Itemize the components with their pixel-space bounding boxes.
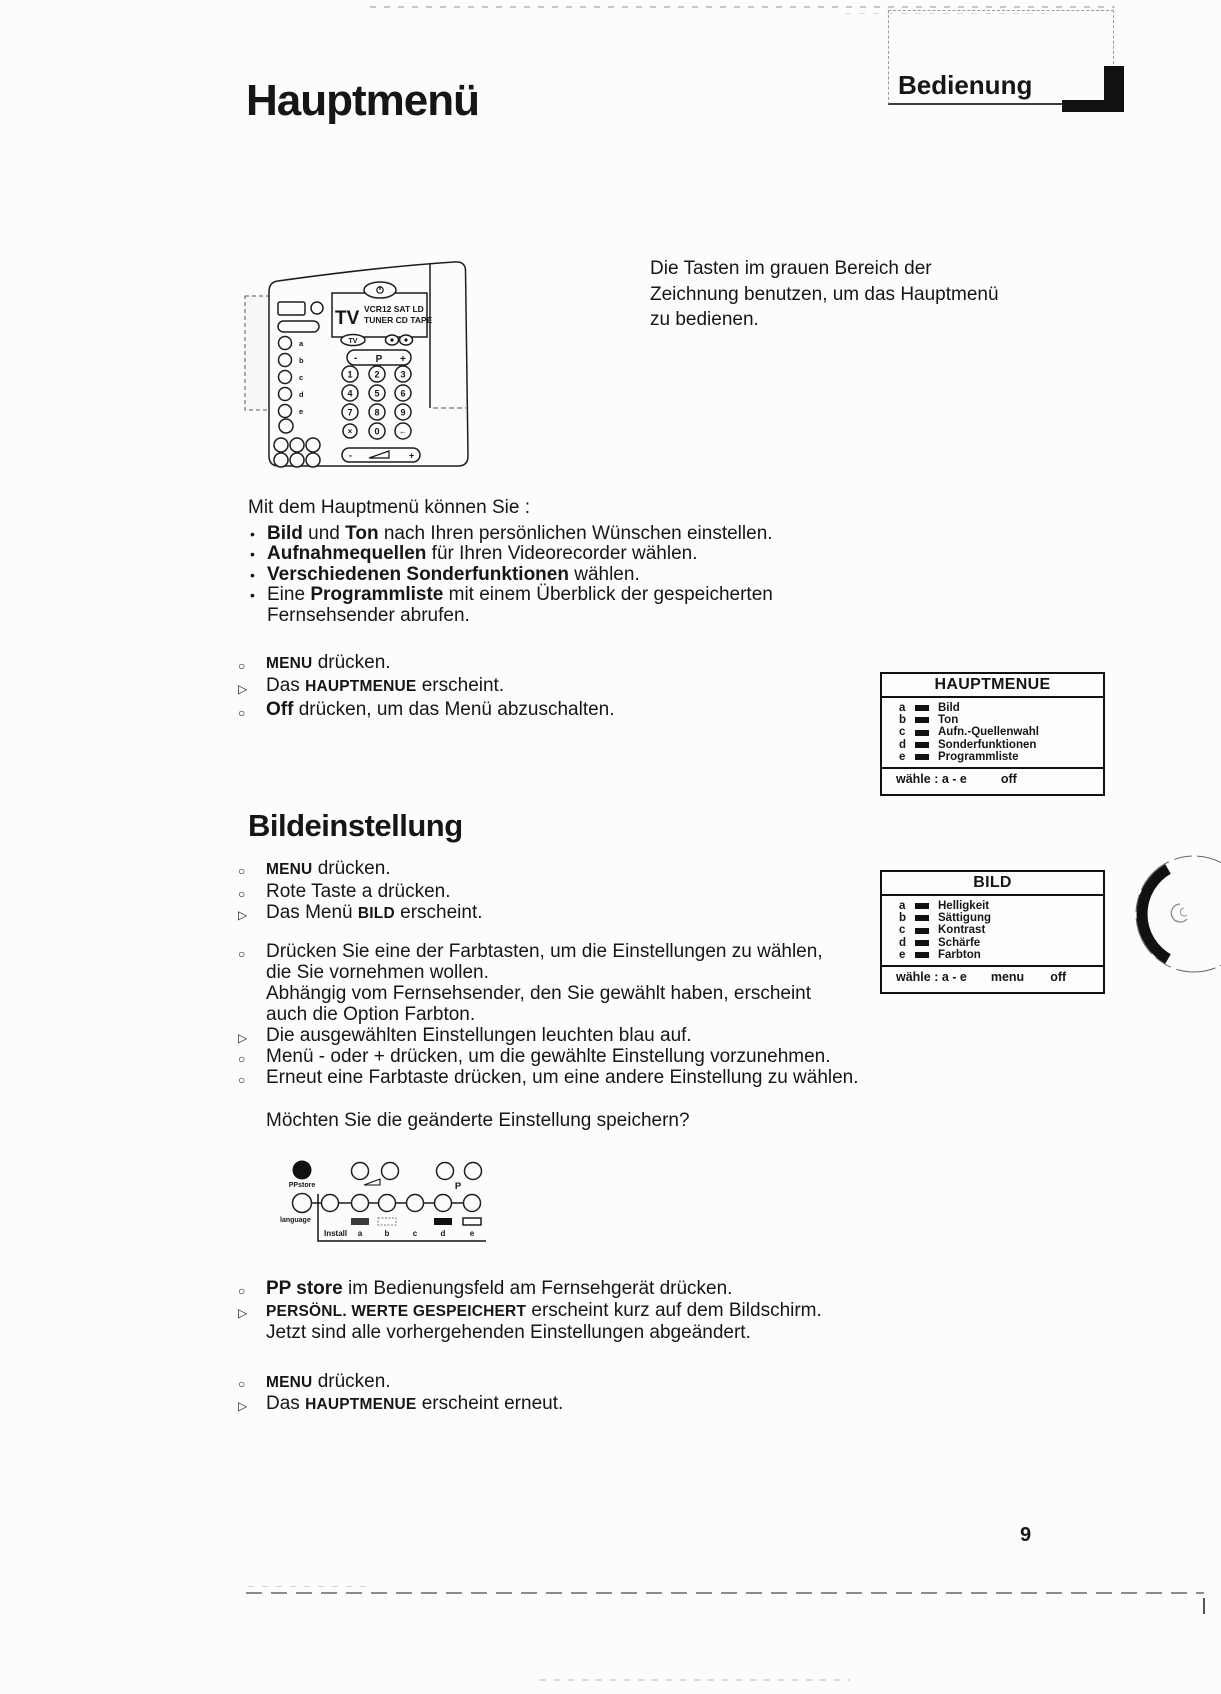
item-key: c bbox=[899, 726, 906, 739]
text-segment: Aufnahmequellen bbox=[267, 543, 427, 564]
item-key: a bbox=[899, 702, 906, 714]
volume-icon bbox=[364, 1179, 380, 1185]
osd-menu-hauptmenue bbox=[880, 672, 1105, 796]
osd-menu-title: HAUPTMENUE bbox=[882, 674, 1103, 698]
mode-line1: VCR12 SAT LD bbox=[364, 304, 424, 314]
text-segment: Erneut eine Farbtaste drücken, um eine andere Einstellung zu wählen. bbox=[266, 1067, 859, 1088]
step bbox=[237, 652, 877, 675]
swatch-b bbox=[378, 1218, 396, 1225]
text-segment: im Bedienungsfeld am Fernsehgerät drücken. bbox=[342, 1278, 733, 1299]
step bbox=[237, 699, 877, 721]
press-marker-icon: ○ bbox=[238, 864, 246, 878]
osd-menu-item bbox=[899, 937, 1103, 949]
footer-off: off bbox=[1000, 772, 1017, 787]
osd-menu-bild bbox=[880, 870, 1105, 994]
footer-select-range: wähle : a - e bbox=[896, 970, 967, 985]
text-segment: nach Ihren persönlichen Wünschen einstellen. bbox=[378, 522, 773, 544]
item-label: Schärfe bbox=[938, 936, 981, 949]
save-question: Möchten Sie die geänderte Einstellung speichern? bbox=[266, 1110, 690, 1131]
step bbox=[237, 941, 897, 962]
scan-artifact-right-tick bbox=[1203, 1598, 1205, 1614]
osd-menu-item bbox=[899, 751, 1103, 763]
keycap-text: MENU bbox=[266, 1373, 313, 1391]
item-key: c bbox=[899, 924, 906, 937]
result-marker-icon: ▷ bbox=[238, 1031, 248, 1045]
list-item bbox=[248, 544, 888, 565]
step bbox=[237, 1278, 897, 1300]
step-continuation bbox=[237, 1322, 897, 1344]
program-label: P bbox=[454, 1181, 462, 1192]
item-key: b bbox=[899, 912, 907, 925]
round-button bbox=[311, 302, 323, 314]
tv-big-label: TV bbox=[335, 308, 360, 329]
press-marker-icon: ○ bbox=[238, 886, 246, 901]
chapter-tab-box bbox=[888, 10, 1114, 105]
dial-figure bbox=[1128, 852, 1221, 980]
text-segment: Eine bbox=[267, 584, 311, 605]
press-marker-icon: ○ bbox=[238, 1376, 246, 1391]
osd-menu-item bbox=[899, 739, 1103, 751]
osd-menu-title: BILD bbox=[882, 872, 1103, 896]
item-label: Helligkeit bbox=[938, 900, 990, 912]
pp-store-button bbox=[293, 1161, 312, 1180]
round-button bbox=[465, 1163, 482, 1180]
round-button bbox=[352, 1163, 369, 1180]
color-key-letter: c bbox=[299, 373, 304, 382]
p-label: P bbox=[375, 354, 383, 365]
color-swatch-icon bbox=[915, 940, 929, 946]
text-segment: für Ihren Videorecorder wählen. bbox=[426, 543, 698, 564]
mode-line2: TUNER CD TAPE bbox=[364, 315, 433, 325]
step bbox=[237, 1067, 897, 1088]
text-segment: Off bbox=[266, 698, 294, 720]
display-window bbox=[278, 302, 305, 315]
footer-menu: menu bbox=[990, 970, 1025, 985]
text-segment: Verschiedenen Sonderfunktionen bbox=[267, 563, 569, 585]
item-label: Bild bbox=[938, 702, 960, 714]
digit-5: 5 bbox=[374, 388, 380, 399]
text-segment: erscheint. bbox=[416, 675, 505, 697]
step bbox=[237, 1300, 897, 1323]
osd-menu-item bbox=[899, 702, 1103, 714]
p-plus: + bbox=[400, 354, 406, 365]
color-swatch-icon bbox=[915, 915, 929, 921]
osd-menu-item bbox=[899, 949, 1103, 961]
item-label: Sättigung bbox=[938, 912, 992, 925]
item-label: Sonderfunktionen bbox=[938, 738, 1037, 751]
pill-button bbox=[278, 321, 319, 332]
p-minus: - bbox=[354, 353, 358, 364]
color-button-e bbox=[464, 1195, 481, 1212]
color-swatch-icon bbox=[915, 717, 929, 723]
keycap-text: HAUPTMENUE bbox=[305, 1396, 417, 1413]
scan-artifact-bottom-specks bbox=[248, 1586, 368, 1587]
item-label: Ton bbox=[938, 714, 959, 727]
text-line: Zeichnung benutzen, um das Hauptmenü bbox=[650, 283, 999, 305]
swatch-a bbox=[351, 1218, 369, 1225]
letter-e: e bbox=[469, 1229, 475, 1238]
scan-artifact-bottom-rule bbox=[246, 1592, 1204, 1594]
text-line: zu bedienen. bbox=[650, 309, 759, 330]
color-key-letter: a bbox=[299, 339, 304, 348]
list-item bbox=[248, 565, 888, 586]
digit-0: 0 bbox=[374, 426, 380, 437]
step bbox=[237, 1371, 897, 1394]
dial-spiral bbox=[1171, 904, 1187, 922]
press-marker-icon: ○ bbox=[238, 947, 246, 961]
bullet-icon: • bbox=[250, 546, 255, 562]
aux-back-icon: ← bbox=[399, 427, 407, 436]
letter-b: b bbox=[384, 1229, 390, 1238]
text-segment: Menü - oder + drücken, um die gewählte Einstellung vorzunehmen. bbox=[266, 1046, 831, 1067]
osd-menu-item bbox=[899, 714, 1103, 726]
text-segment: wählen. bbox=[568, 563, 640, 585]
remote-program-rocker bbox=[347, 350, 411, 365]
item-key: b bbox=[899, 714, 907, 727]
digit-2: 2 bbox=[374, 369, 380, 380]
chapter-tab-label: Bedienung bbox=[898, 70, 1033, 100]
step bbox=[237, 675, 877, 698]
page-title: Hauptmenü bbox=[246, 76, 479, 125]
result-marker-icon: ▷ bbox=[238, 682, 248, 697]
result-marker-icon: ▷ bbox=[238, 908, 248, 922]
letter-c: c bbox=[412, 1229, 418, 1238]
item-key: a bbox=[899, 900, 906, 912]
intro-note bbox=[650, 256, 1080, 333]
digit-4: 4 bbox=[347, 388, 353, 399]
text-segment: drücken. bbox=[312, 1370, 391, 1392]
digit-3: 3 bbox=[400, 369, 406, 380]
item-label: Farbton bbox=[938, 948, 981, 961]
steps-menu bbox=[237, 652, 877, 721]
step bbox=[237, 1046, 897, 1067]
osd-menu-item bbox=[899, 912, 1103, 924]
dial-spiral-inner bbox=[1180, 908, 1187, 916]
round-button bbox=[382, 1163, 399, 1180]
step-continuation bbox=[237, 1004, 897, 1025]
keycap-text: HAUPTMENUE bbox=[305, 678, 417, 696]
osd-message-text: PERSÖNL. WERTE GESPEICHERT bbox=[266, 1302, 527, 1320]
item-label: Aufn.-Quellenwahl bbox=[938, 726, 1039, 739]
digit-8: 8 bbox=[374, 407, 380, 418]
press-marker-icon: ○ bbox=[238, 659, 246, 673]
text-segment: Programmliste bbox=[310, 584, 444, 605]
section-title: Bildeinstellung bbox=[248, 808, 463, 843]
text-segment: Jetzt sind alle vorhergehenden Einstellungen abgeändert. bbox=[266, 1322, 751, 1343]
dial-outline bbox=[1136, 856, 1221, 972]
press-marker-icon: ○ bbox=[238, 1073, 246, 1087]
tab-corner-bracket-horizontal bbox=[1062, 100, 1124, 112]
aux-x-icon: × bbox=[347, 427, 353, 436]
press-marker-icon: ○ bbox=[238, 1284, 246, 1298]
benefits-list bbox=[248, 498, 888, 626]
color-swatch-icon bbox=[915, 742, 929, 748]
tv-select-label: TV bbox=[348, 338, 358, 345]
color-key-letter: e bbox=[299, 407, 304, 416]
text-segment: PP store bbox=[266, 1278, 343, 1299]
language-label: language bbox=[280, 1217, 311, 1224]
scan-artifact-top-dashes bbox=[370, 6, 1115, 8]
item-label: Programmliste bbox=[938, 750, 1019, 763]
text-segment: erscheint. bbox=[394, 902, 483, 923]
install-button bbox=[322, 1195, 339, 1212]
step bbox=[237, 881, 877, 903]
panel-figure bbox=[268, 1152, 496, 1250]
text-line: Die Tasten im grauen Bereich der bbox=[650, 258, 932, 279]
benefits-lead: Mit dem Hauptmenü können Sie : bbox=[248, 497, 530, 518]
osd-menu-item bbox=[899, 726, 1103, 738]
osd-menu-item bbox=[899, 900, 1103, 912]
dial-thick-arc bbox=[1142, 869, 1168, 959]
list-item-continuation bbox=[248, 606, 888, 627]
step bbox=[237, 1025, 897, 1046]
color-button-c bbox=[407, 1195, 424, 1212]
install-label: Install bbox=[324, 1229, 348, 1238]
round-button bbox=[437, 1163, 454, 1180]
text-segment: Das Menü bbox=[266, 902, 358, 923]
text-segment: Rote Taste a drücken. bbox=[266, 880, 451, 902]
item-key: e bbox=[899, 948, 906, 961]
color-swatch-icon bbox=[915, 730, 929, 736]
result-marker-icon: ▷ bbox=[238, 1399, 248, 1413]
remote-control-figure bbox=[233, 250, 481, 480]
color-key-letter: d bbox=[299, 390, 304, 399]
text-segment: Fernsehsender abrufen. bbox=[267, 604, 470, 626]
remote-volume-rocker bbox=[342, 448, 420, 462]
text-segment: Bild bbox=[267, 522, 303, 544]
result-marker-icon: ▷ bbox=[238, 1305, 248, 1320]
text-segment: Drücken Sie eine der Farbtasten, um die Einstellungen zu wählen, bbox=[266, 941, 823, 962]
steps-bild-open bbox=[237, 858, 877, 925]
keycap-text: BILD bbox=[357, 905, 395, 922]
text-segment: auch die Option Farbton. bbox=[266, 1004, 476, 1025]
step-continuation bbox=[237, 962, 897, 983]
bullet-icon: • bbox=[250, 566, 255, 583]
color-button-d bbox=[435, 1195, 452, 1212]
list-item bbox=[248, 524, 888, 545]
step-continuation bbox=[237, 983, 897, 1004]
text-segment: drücken. bbox=[312, 858, 391, 879]
footer-select-range: wähle : a - e bbox=[896, 772, 967, 787]
color-swatch-icon bbox=[915, 754, 929, 760]
text-segment: und bbox=[302, 522, 346, 544]
step bbox=[237, 902, 877, 925]
scan-artifact-footer-dots bbox=[540, 1679, 850, 1681]
bullet-icon: • bbox=[250, 587, 255, 603]
digit-1: 1 bbox=[347, 369, 353, 380]
press-marker-icon: ○ bbox=[238, 705, 246, 720]
text-segment: Abhängig vom Fernsehsender, den Sie gewählt haben, erscheint bbox=[266, 983, 812, 1004]
color-swatch-icon bbox=[915, 705, 929, 711]
text-segment: Das bbox=[266, 675, 306, 697]
press-marker-icon: ○ bbox=[238, 1052, 246, 1066]
osd-menu-footer bbox=[882, 965, 1103, 992]
page-number: 9 bbox=[1020, 1524, 1032, 1546]
text-segment: drücken, um das Menü abzuschalten. bbox=[293, 698, 615, 720]
item-label: Kontrast bbox=[938, 924, 986, 937]
text-segment: Die ausgewählten Einstellungen leuchten blau auf. bbox=[266, 1025, 692, 1046]
color-button-a bbox=[352, 1195, 369, 1212]
language-button bbox=[293, 1194, 312, 1213]
text-segment: die Sie vornehmen wollen. bbox=[266, 962, 489, 983]
color-swatch-icon bbox=[915, 952, 929, 958]
digit-7: 7 bbox=[347, 407, 353, 418]
digit-9: 9 bbox=[400, 407, 406, 418]
digit-6: 6 bbox=[400, 388, 406, 399]
osd-menu-item bbox=[899, 924, 1103, 936]
osd-menu-items bbox=[882, 698, 1103, 767]
step bbox=[237, 858, 877, 881]
item-key: d bbox=[899, 936, 907, 949]
text-segment: drücken. bbox=[312, 652, 391, 673]
footer-off: off bbox=[1050, 970, 1067, 985]
bullet-icon: • bbox=[250, 525, 255, 542]
text-segment: Das bbox=[266, 1393, 306, 1414]
color-swatch-icon bbox=[915, 928, 929, 934]
step bbox=[237, 1393, 897, 1416]
keycap-text: MENU bbox=[266, 655, 313, 672]
color-swatch-icon bbox=[915, 903, 929, 909]
osd-menu-footer bbox=[882, 767, 1103, 794]
letter-a: a bbox=[357, 1229, 363, 1238]
osd-menu-items bbox=[882, 896, 1103, 965]
keycap-text: MENU bbox=[266, 861, 313, 878]
volume-minus: - bbox=[349, 450, 352, 461]
item-key: d bbox=[899, 738, 907, 751]
pp-store-label: PPstore bbox=[288, 1182, 316, 1189]
color-key-letter: b bbox=[299, 356, 304, 365]
letter-d: d bbox=[440, 1229, 446, 1238]
text-segment: erscheint kurz auf dem Bildschirm. bbox=[526, 1299, 822, 1321]
steps-store bbox=[237, 1278, 897, 1416]
swatch-e bbox=[463, 1218, 481, 1225]
text-segment: mit einem Überblick der gespeicherten bbox=[443, 584, 773, 605]
item-key: e bbox=[899, 750, 906, 763]
list-item bbox=[248, 585, 888, 606]
steps-bild-adjust bbox=[237, 941, 897, 1088]
color-button-b bbox=[379, 1195, 396, 1212]
text-segment: erscheint erneut. bbox=[416, 1393, 564, 1414]
text-segment: Ton bbox=[345, 522, 379, 544]
swatch-d bbox=[434, 1218, 452, 1225]
volume-plus: + bbox=[409, 450, 415, 461]
